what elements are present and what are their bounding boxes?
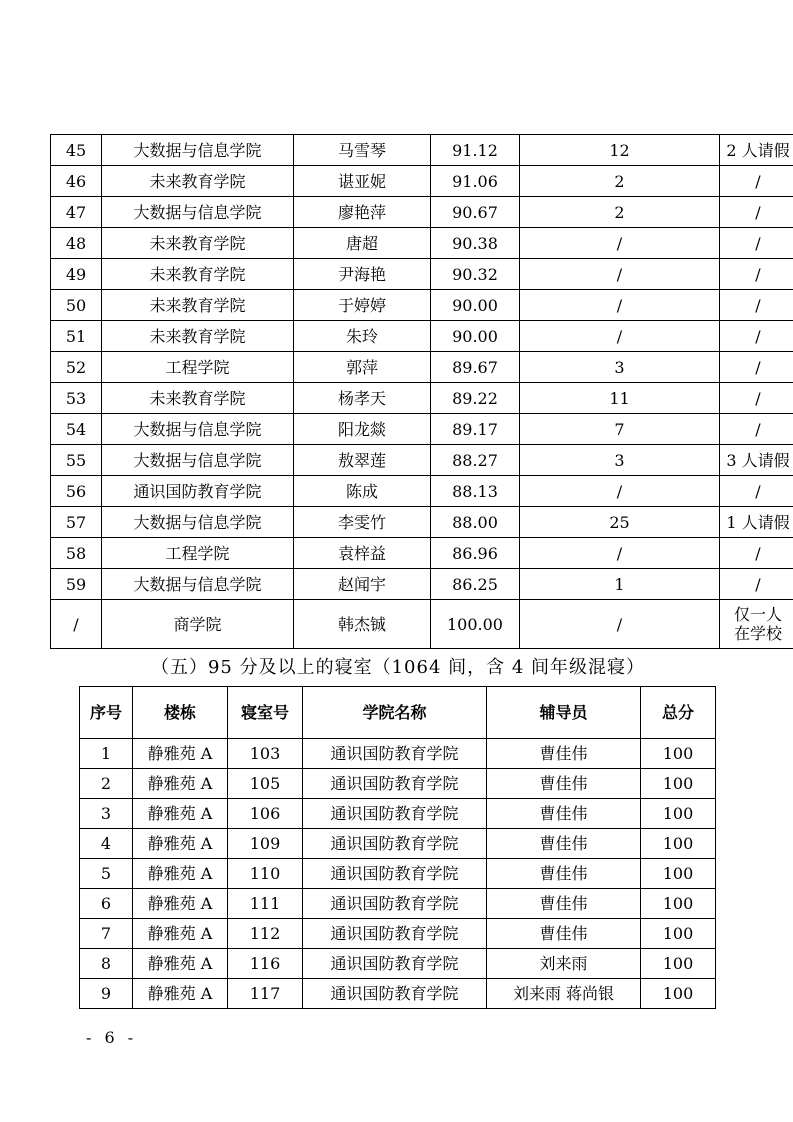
- cell-score: 89.22: [431, 383, 520, 414]
- cell-room: 106: [228, 799, 303, 829]
- cell-room: 103: [228, 739, 303, 769]
- cell-no: 50: [51, 290, 102, 321]
- cell-no: 45: [51, 135, 102, 166]
- cell-room: 111: [228, 889, 303, 919]
- table-row: [51, 228, 793, 259]
- table-row: [51, 259, 793, 290]
- table-row: [51, 290, 793, 321]
- cell-room: 116: [228, 949, 303, 979]
- cell-total: 100: [641, 979, 716, 1009]
- cell-name: 袁梓益: [294, 538, 431, 569]
- cell-college: 工程学院: [102, 538, 294, 569]
- header-counselor: 辅导员: [487, 687, 641, 739]
- cell-count: 2: [520, 197, 720, 228]
- cell-name: 郭萍: [294, 352, 431, 383]
- cell-score: 88.00: [431, 507, 520, 538]
- cell-college: 大数据与信息学院: [102, 197, 294, 228]
- cell-no: 57: [51, 507, 102, 538]
- cell-room: 109: [228, 829, 303, 859]
- ranking-table: [50, 134, 793, 649]
- cell-counselor: 曹佳伟: [487, 769, 641, 799]
- cell-no: 1: [80, 739, 133, 769]
- cell-name: 敖翠莲: [294, 445, 431, 476]
- cell-score: 86.25: [431, 569, 520, 600]
- cell-note: /: [720, 476, 793, 507]
- cell-name: 唐超: [294, 228, 431, 259]
- cell-score: 90.32: [431, 259, 520, 290]
- cell-college: 通识国防教育学院: [303, 979, 487, 1009]
- cell-college: 大数据与信息学院: [102, 569, 294, 600]
- cell-note: 1 人请假: [720, 507, 793, 538]
- cell-room: 110: [228, 859, 303, 889]
- cell-no: 52: [51, 352, 102, 383]
- cell-count: 11: [520, 383, 720, 414]
- dorm-table: [79, 686, 716, 1009]
- cell-counselor: 刘来雨: [487, 949, 641, 979]
- table-row: [51, 600, 793, 649]
- cell-note: [720, 600, 793, 649]
- cell-note: /: [720, 414, 793, 445]
- cell-no: 4: [80, 829, 133, 859]
- cell-college: 未来教育学院: [102, 228, 294, 259]
- cell-score: 89.67: [431, 352, 520, 383]
- cell-score: 100.00: [431, 600, 520, 649]
- cell-counselor: 刘来雨 蒋尚银: [487, 979, 641, 1009]
- table-row: [51, 352, 793, 383]
- cell-count: /: [520, 290, 720, 321]
- cell-total: 100: [641, 769, 716, 799]
- cell-name: 朱玲: [294, 321, 431, 352]
- cell-name: 廖艳萍: [294, 197, 431, 228]
- cell-name: 尹海艳: [294, 259, 431, 290]
- cell-building: 静雅苑 A: [133, 889, 228, 919]
- table-row: [51, 414, 793, 445]
- cell-name: 赵闻宇: [294, 569, 431, 600]
- cell-no: 3: [80, 799, 133, 829]
- cell-count: /: [520, 538, 720, 569]
- cell-score: 90.00: [431, 290, 520, 321]
- cell-college: 未来教育学院: [102, 321, 294, 352]
- table-row: [51, 445, 793, 476]
- cell-count: 7: [520, 414, 720, 445]
- cell-college: 未来教育学院: [102, 166, 294, 197]
- cell-note: 3 人请假: [720, 445, 793, 476]
- cell-counselor: 曹佳伟: [487, 739, 641, 769]
- cell-score: 89.17: [431, 414, 520, 445]
- table-row: [51, 197, 793, 228]
- cell-name: 于婷婷: [294, 290, 431, 321]
- cell-college: 大数据与信息学院: [102, 445, 294, 476]
- cell-counselor: 曹佳伟: [487, 799, 641, 829]
- cell-counselor: 曹佳伟: [487, 919, 641, 949]
- cell-no: 8: [80, 949, 133, 979]
- table-row: [80, 769, 716, 799]
- cell-building: 静雅苑 A: [133, 979, 228, 1009]
- table-row: [51, 166, 793, 197]
- cell-count: /: [520, 259, 720, 290]
- cell-no: /: [51, 600, 102, 649]
- cell-college: 大数据与信息学院: [102, 414, 294, 445]
- cell-building: 静雅苑 A: [133, 739, 228, 769]
- table-row: [80, 799, 716, 829]
- cell-name: 陈成: [294, 476, 431, 507]
- cell-no: 46: [51, 166, 102, 197]
- cell-note-line1: 仅一人: [733, 605, 782, 624]
- table-row: [80, 919, 716, 949]
- table-row: [51, 507, 793, 538]
- table-row: [80, 889, 716, 919]
- cell-count: 1: [520, 569, 720, 600]
- cell-no: 5: [80, 859, 133, 889]
- cell-note: /: [720, 569, 793, 600]
- cell-note: /: [720, 321, 793, 352]
- cell-total: 100: [641, 889, 716, 919]
- cell-counselor: 曹佳伟: [487, 829, 641, 859]
- cell-college: 通识国防教育学院: [303, 739, 487, 769]
- table-row: [51, 383, 793, 414]
- cell-count: /: [520, 476, 720, 507]
- cell-note: 2 人请假: [720, 135, 793, 166]
- cell-building: 静雅苑 A: [133, 949, 228, 979]
- section-heading: （五）95 分及以上的寝室（1064 间，含 4 间年级混寝）: [150, 657, 646, 678]
- cell-no: 48: [51, 228, 102, 259]
- cell-no: 58: [51, 538, 102, 569]
- cell-no: 59: [51, 569, 102, 600]
- cell-score: 90.00: [431, 321, 520, 352]
- cell-college: 未来教育学院: [102, 259, 294, 290]
- cell-college: 通识国防教育学院: [102, 476, 294, 507]
- cell-total: 100: [641, 739, 716, 769]
- cell-score: 88.13: [431, 476, 520, 507]
- cell-counselor: 曹佳伟: [487, 889, 641, 919]
- cell-no: 2: [80, 769, 133, 799]
- cell-college: 通识国防教育学院: [303, 829, 487, 859]
- cell-college: 大数据与信息学院: [102, 507, 294, 538]
- cell-note-line2: 在学校: [733, 624, 782, 643]
- table-row: [80, 979, 716, 1009]
- ranking-table-body: [51, 135, 793, 600]
- cell-note: /: [720, 259, 793, 290]
- cell-college: 未来教育学院: [102, 290, 294, 321]
- cell-name: 谌亚妮: [294, 166, 431, 197]
- cell-note: /: [720, 228, 793, 259]
- cell-score: 91.12: [431, 135, 520, 166]
- cell-name: 韩杰铖: [294, 600, 431, 649]
- header-total: 总分: [641, 687, 716, 739]
- cell-note: /: [720, 166, 793, 197]
- header-room: 寝室号: [228, 687, 303, 739]
- cell-count: 3: [520, 352, 720, 383]
- cell-count: /: [520, 600, 720, 649]
- cell-no: 53: [51, 383, 102, 414]
- cell-no: 49: [51, 259, 102, 290]
- header-college: 学院名称: [303, 687, 487, 739]
- cell-score: 90.38: [431, 228, 520, 259]
- cell-note: /: [720, 538, 793, 569]
- cell-no: 56: [51, 476, 102, 507]
- cell-college: 通识国防教育学院: [303, 769, 487, 799]
- table-row: [80, 829, 716, 859]
- cell-total: 100: [641, 919, 716, 949]
- cell-room: 112: [228, 919, 303, 949]
- table-header-row: [80, 687, 716, 739]
- cell-building: 静雅苑 A: [133, 829, 228, 859]
- cell-no: 51: [51, 321, 102, 352]
- cell-note: /: [720, 352, 793, 383]
- cell-college: 大数据与信息学院: [102, 135, 294, 166]
- cell-college: 商学院: [102, 600, 294, 649]
- cell-college: 未来教育学院: [102, 383, 294, 414]
- cell-count: 25: [520, 507, 720, 538]
- cell-total: 100: [641, 799, 716, 829]
- cell-room: 117: [228, 979, 303, 1009]
- cell-no: 54: [51, 414, 102, 445]
- cell-name: 马雪琴: [294, 135, 431, 166]
- cell-no: 47: [51, 197, 102, 228]
- cell-name: 李雯竹: [294, 507, 431, 538]
- table-row: [51, 321, 793, 352]
- cell-college: 通识国防教育学院: [303, 889, 487, 919]
- cell-name: 阳龙燚: [294, 414, 431, 445]
- cell-no: 7: [80, 919, 133, 949]
- cell-college: 通识国防教育学院: [303, 859, 487, 889]
- table-row: [80, 739, 716, 769]
- cell-note: /: [720, 290, 793, 321]
- cell-total: 100: [641, 829, 716, 859]
- cell-no: 9: [80, 979, 133, 1009]
- cell-name: 杨孝天: [294, 383, 431, 414]
- header-no: 序号: [80, 687, 133, 739]
- cell-college: 工程学院: [102, 352, 294, 383]
- table-row: [80, 949, 716, 979]
- cell-score: 91.06: [431, 166, 520, 197]
- header-building: 楼栋: [133, 687, 228, 739]
- cell-no: 55: [51, 445, 102, 476]
- cell-total: 100: [641, 859, 716, 889]
- cell-count: 3: [520, 445, 720, 476]
- cell-college: 通识国防教育学院: [303, 799, 487, 829]
- cell-count: 12: [520, 135, 720, 166]
- cell-score: 86.96: [431, 538, 520, 569]
- cell-room: 105: [228, 769, 303, 799]
- table-row: [51, 538, 793, 569]
- table-row: [80, 859, 716, 889]
- cell-counselor: 曹佳伟: [487, 859, 641, 889]
- cell-building: 静雅苑 A: [133, 919, 228, 949]
- cell-note: /: [720, 197, 793, 228]
- cell-total: 100: [641, 949, 716, 979]
- cell-score: 88.27: [431, 445, 520, 476]
- page-number: - 6 -: [86, 1028, 138, 1047]
- table-row: [51, 476, 793, 507]
- cell-college: 通识国防教育学院: [303, 949, 487, 979]
- cell-building: 静雅苑 A: [133, 769, 228, 799]
- cell-college: 通识国防教育学院: [303, 919, 487, 949]
- cell-note: /: [720, 383, 793, 414]
- cell-count: /: [520, 321, 720, 352]
- table-row: [51, 135, 793, 166]
- table-row: [51, 569, 793, 600]
- cell-count: /: [520, 228, 720, 259]
- dorm-table-body: [80, 739, 716, 1009]
- cell-count: 2: [520, 166, 720, 197]
- cell-no: 6: [80, 889, 133, 919]
- cell-score: 90.67: [431, 197, 520, 228]
- cell-building: 静雅苑 A: [133, 859, 228, 889]
- cell-building: 静雅苑 A: [133, 799, 228, 829]
